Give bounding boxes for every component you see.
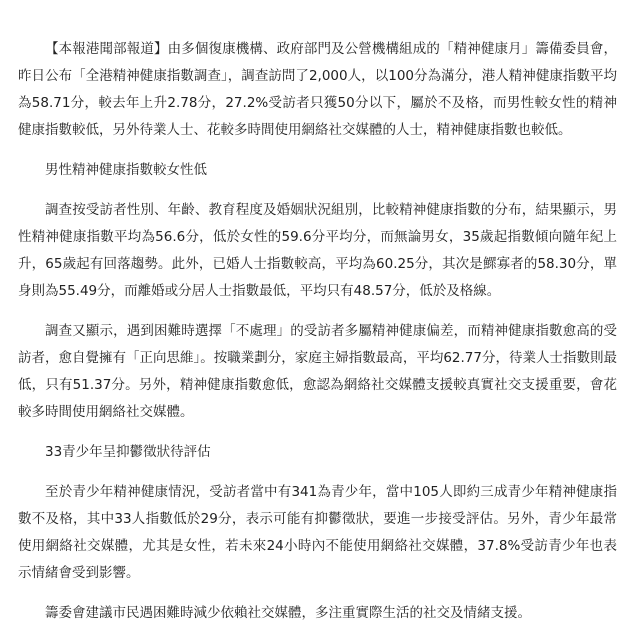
article-paragraph-youth: 至於青少年精神健康情況，受訪者當中有341為青少年，當中105人即約三成青少年精神健康指數不及格，其中33人指數低於29分，表示可能有抑鬱徵狀，要進一步接受評估。另外，青少年最常使用網絡社交媒體，尤其是女性，若未來24小時內不能使用網絡社交媒體，37.8%受訪青少年也表示情緒會受到影響。 — [18, 484, 617, 581]
paragraph-gap — [18, 305, 617, 318]
paragraph-gap — [18, 184, 617, 197]
paragraph-gap — [18, 144, 617, 157]
article-subheading-youth: 33青少年呈抑鬱徵狀待評估 — [45, 444, 211, 460]
article-paragraph-intro: 【本報港聞部報道】由多個復康機構、政府部門及公營機構組成的「精神健康月」籌備委員會，昨日公布「全港精神健康指數調查」，調查訪問了2,000人，以100分為滿分，港人精神健康指數平均為58.71分，較去年上升2.78分，27.2%受訪者只獲50分以下，屬於不及格，而男性較女性的精神健康指數較低，另外待業人士、花較多時間使用網絡社交媒體的人士，精神健康指數也較低。 — [18, 41, 617, 138]
article-paragraph-recommendation: 籌委會建議市民遇困難時減少依賴社交媒體，多注重實際生活的社交及情緒支援。 — [45, 605, 531, 621]
article-paragraph-coping: 調查又顯示，遇到困難時選擇「不處理」的受訪者多屬精神健康偏差，而精神健康指數愈高的受訪者，愈自覺擁有「正向思維」。按職業劃分，家庭主婦指數最高，平均62.77分，待業人士指數則最低，只有51.37分。另外，精神健康指數愈低，愈認為網絡社交媒體支援較真實社交支援重要，會花較多時間使用網絡社交媒體。 — [18, 323, 617, 420]
paragraph-gap — [18, 426, 617, 439]
article-subheading-gender: 男性精神健康指數較女性低 — [45, 162, 207, 178]
article-paragraph-gender: 調查按受訪者性別、年齡、教育程度及婚姻狀況組別，比較精神健康指數的分布，結果顯示，男性精神健康指數平均為56.6分，低於女性的59.6分平均分，而無論男女，35歲起指數傾向隨年紀上升，65歲起有回落趨勢。此外，已婚人士指數較高，平均為60.25分，其次是鰥寡者的58.30分，單身則為55.49分，而離婚或分居人士指數最低，平均只有48.57分，低於及格線。 — [18, 202, 617, 299]
paragraph-gap — [18, 466, 617, 479]
paragraph-gap — [18, 587, 617, 600]
